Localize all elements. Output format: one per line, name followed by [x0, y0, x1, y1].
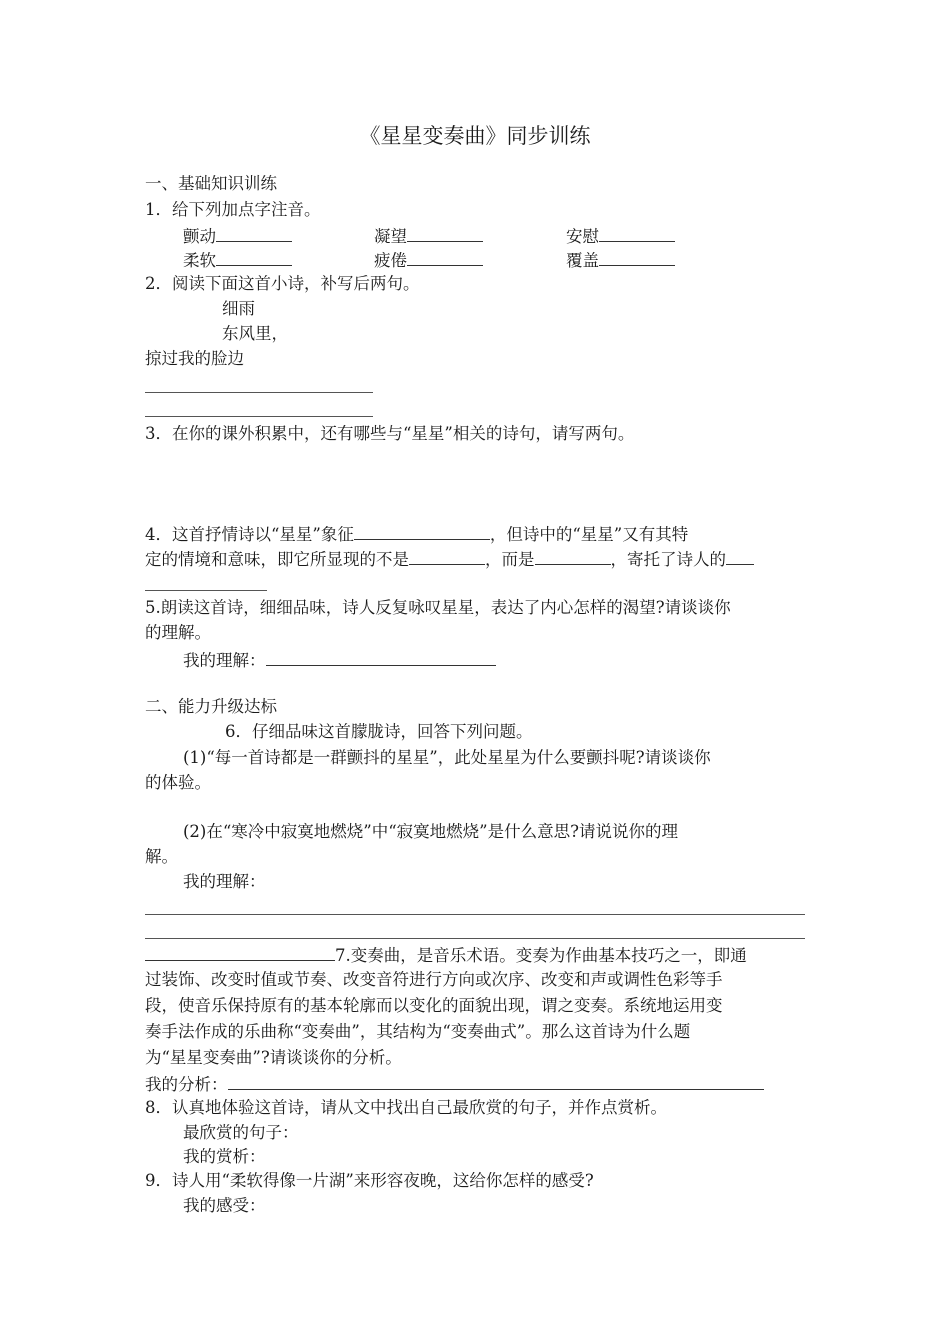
answer-blank[interactable] [228, 1071, 764, 1090]
answer-line[interactable] [145, 590, 267, 591]
q9-label: 9．诗人用“柔软得像一片湖”来形容夜晚，这给你怎样的感受? [145, 1171, 594, 1190]
q1-label: 1．给下列加点字注音。 [145, 200, 321, 219]
q4-line1 [145, 521, 688, 547]
answer-blank[interactable] [726, 546, 754, 565]
q8-appreciation-label: 我的赏析： [183, 1147, 266, 1166]
q4-line2 [145, 546, 754, 572]
q3-label: 3．在你的课外积累中，还有哪些与“星星”相关的诗句，请写两句。 [145, 424, 635, 443]
q7-text: 7.变奏曲，是音乐术语。变奏为作曲基本技巧之一，即通 [335, 946, 747, 965]
q4-text: ，但诗中的“星星”又有其特 [489, 525, 689, 544]
q5-line1: 5.朗读这首诗，细细品味，诗人反复咏叹星星，表达了内心怎样的渴望?请谈谈你 [145, 598, 731, 617]
answer-blank[interactable] [407, 247, 483, 266]
q7-line2: 过装饰、改变时值或节奏、改变音符进行方向或次序、改变和声或调性色彩等手 [145, 970, 723, 989]
q1-word: 柔软 [183, 251, 216, 270]
q7-line1 [145, 942, 747, 968]
answer-line[interactable] [145, 914, 805, 915]
q7-answer [145, 1071, 764, 1097]
answer-blank[interactable] [354, 521, 490, 540]
answer-blank[interactable] [407, 223, 483, 242]
page-title: 《星星变奏曲》同步训练 [359, 124, 591, 148]
answer-blank[interactable] [145, 942, 335, 961]
answer-label: 我的分析： [145, 1075, 228, 1094]
q1-word: 疲倦 [374, 251, 407, 270]
q7-line4: 奏手法作成的乐曲称“变奏曲”，其结构为“变奏曲式”。那么这首诗为什么题 [145, 1022, 691, 1041]
q6-sub2-line2: 解。 [145, 847, 178, 866]
q5-answer [183, 647, 496, 673]
q6-sub2-line1: (2)在“寒冷中寂寞地燃烧”中“寂寞地燃烧”是什么意思?请说说你的理 [183, 822, 678, 841]
section1-heading: 一、基础知识训练 [145, 174, 277, 193]
q4-text: ，寄托了诗人的 [610, 550, 726, 569]
answer-blank[interactable] [599, 247, 675, 266]
poem-line: 细雨 [222, 299, 255, 318]
q8-favorite-label: 最欣赏的句子： [183, 1123, 299, 1142]
q6-answer-label: 我的理解： [183, 872, 266, 891]
q1-word-item [374, 247, 483, 273]
answer-line[interactable] [145, 416, 373, 417]
q1-word: 凝望 [374, 227, 407, 246]
q1-word-item [566, 247, 675, 273]
q4-text: ，而是 [485, 550, 535, 569]
q6-label: 6．仔细品味这首朦胧诗，回答下列问题。 [225, 722, 533, 741]
q1-word-item [183, 223, 292, 249]
q9-feeling-label: 我的感受： [183, 1196, 266, 1215]
answer-blank[interactable] [535, 546, 611, 565]
answer-blank[interactable] [216, 223, 292, 242]
answer-blank[interactable] [216, 247, 292, 266]
q1-word: 安慰 [566, 227, 599, 246]
q4-text: 4．这首抒情诗以“星星”象征 [145, 525, 354, 544]
q7-line5: 为“星星变奏曲”?请谈谈你的分析。 [145, 1048, 402, 1067]
poem-line: 掠过我的脸边 [145, 349, 244, 368]
q6-sub1-line2: 的体验。 [145, 773, 211, 792]
q1-word-item [183, 247, 292, 273]
answer-blank[interactable] [266, 647, 496, 666]
q4-text: 定的情境和意味，即它所显现的不是 [145, 550, 409, 569]
answer-line[interactable] [145, 938, 805, 939]
q2-label: 2．阅读下面这首小诗，补写后两句。 [145, 274, 420, 293]
q1-word: 颤动 [183, 227, 216, 246]
q7-line3: 段，使音乐保持原有的基本轮廓而以变化的面貌出现，谓之变奏。系统地运用变 [145, 996, 723, 1015]
q6-sub1-line1: (1)“每一首诗都是一群颤抖的星星”，此处星星为什么要颤抖呢?请谈谈你 [183, 748, 711, 767]
section2-heading: 二、能力升级达标 [145, 697, 277, 716]
q1-word: 覆盖 [566, 251, 599, 270]
q5-line2: 的理解。 [145, 623, 211, 642]
answer-line[interactable] [145, 392, 373, 393]
q8-label: 8．认真地体验这首诗，请从文中找出自己最欣赏的句子，并作点赏析。 [145, 1098, 667, 1117]
answer-label: 我的理解： [183, 651, 266, 670]
q1-word-item [566, 223, 675, 249]
q1-word-item [374, 223, 483, 249]
poem-line: 东风里， [222, 324, 288, 343]
answer-blank[interactable] [409, 546, 485, 565]
answer-blank[interactable] [599, 223, 675, 242]
